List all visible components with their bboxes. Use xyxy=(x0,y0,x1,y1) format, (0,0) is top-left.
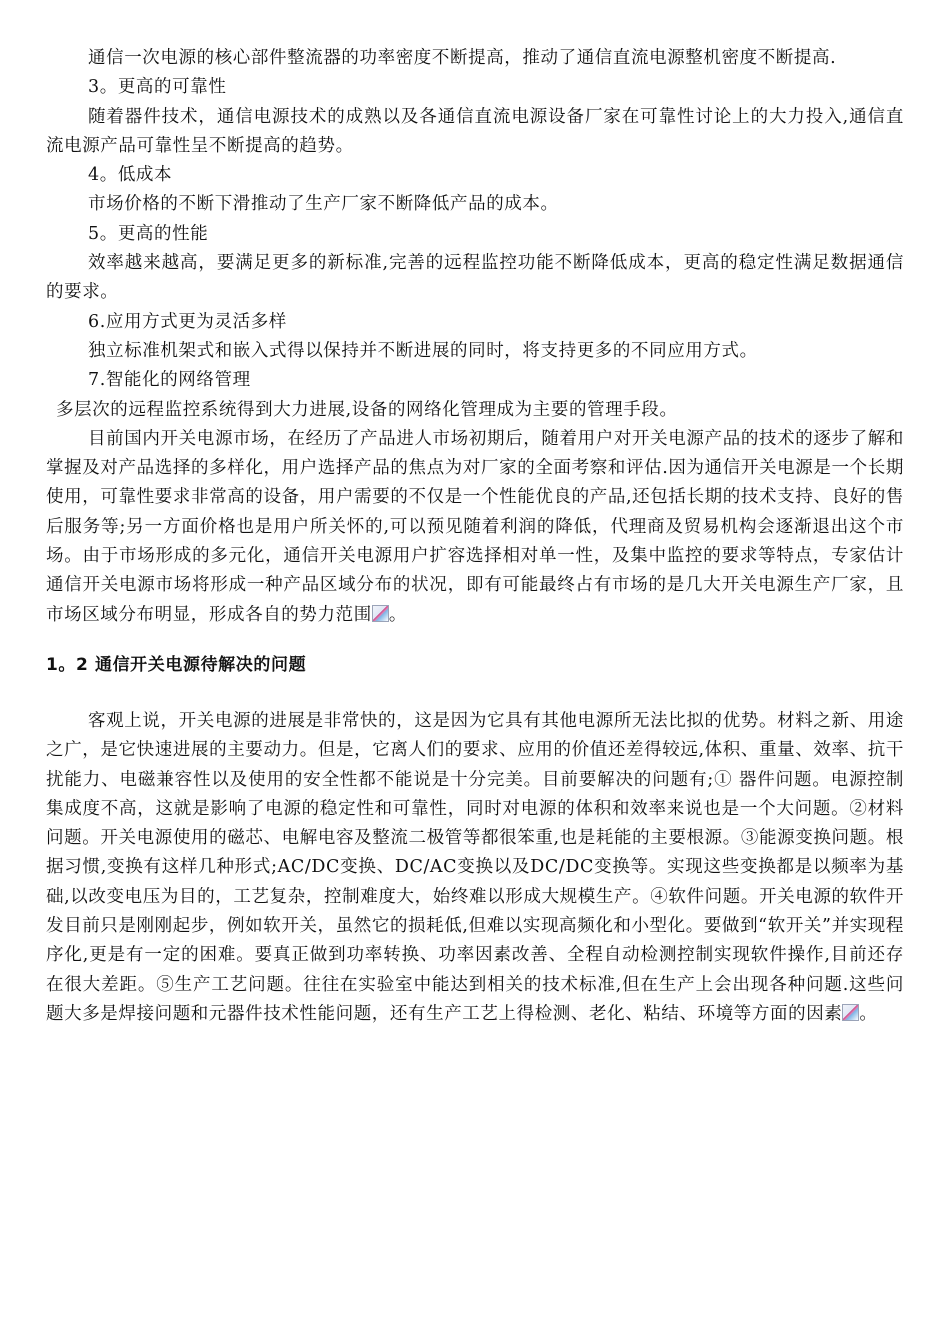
paragraph-problems xyxy=(46,707,904,1029)
section-heading: 1。2 通信开关电源待解决的问题 xyxy=(46,654,307,675)
paragraph-network-management: 多层次的远程监控系统得到大力进展,设备的网络化管理成为主要的管理手段。 xyxy=(56,399,678,420)
heading-application: 6.应用方式更为灵活多样 xyxy=(88,311,287,332)
heading-reliability: 3。更高的可靠性 xyxy=(88,77,227,98)
paragraph-problems-text: 客观上说，开关电源的进展是非常快的，这是因为它具有其他电源所无法比拟的优势。材料之新、用途之广，是它快速进展的主要动力。但是，它离人们的要求、应用的价值还差得较远,体积、重量、效率、抗干扰能力、电磁兼容性以及使用的安全性都不能说是十分完美。目前要解决的问题有;① 器件问题。电源控制集成度不高，这就是影响了电源的稳定性和可靠性，同时对电源的体积和效率来说也是一个大问题。②材料问题。开关电源使用的磁芯、电解电容及整流二极管等都很笨重,也是耗能的主要根源。③能源变换问题。根据习惯,变换有这样几种形式;AC/DC变换、DC/AC变换以及DC/DC变换等。实现这些变换都是以频率为基础,以改变电压为目的，工艺复杂，控制难度大，始终难以形成大规模生产。④软件问题。开关电源的软件开发目前只是刚刚起步，例如软开关，虽然它的损耗低,但难以实现高频化和小型化。要做到“软开关”并实现程序化,更是有一定的困难。要真正做到功率转换、功率因素改善、全程自动检测控制实现软件操作,目前还存在很大差距。⑤生产工艺问题。往往在实验室中能达到相关的技术标准,但在生产上会出现各种问题.这些问题大多是焊接问题和元器件技术性能问题，还有生产工艺上得检测、老化、粘结、环境等方面的因素 xyxy=(46,710,904,1024)
paragraph-application: 独立标准机架式和嵌入式得以保持并不断进展的同时，将支持更多的不同应用方式。 xyxy=(88,340,758,361)
broken-image-icon xyxy=(842,1004,859,1021)
paragraph-end-mark: 。 xyxy=(388,604,407,625)
document-page xyxy=(46,44,904,1029)
paragraph-market xyxy=(46,425,904,630)
paragraph-density: 通信一次电源的核心部件整流器的功率密度不断提高，推动了通信直流电源整机密度不断提高. xyxy=(88,48,837,68)
heading-network-management: 7.智能化的网络管理 xyxy=(88,370,251,391)
paragraph-market-text: 目前国内开关电源市场，在经历了产品进人市场初期后，随着用户对开关电源产品的技术的逐步了解和掌握及对产品选择的多样化，用户选择产品的焦点为对厂家的全面考察和评估.因为通信开关电源是一个长期使用，可靠性要求非常高的设备，用户需要的不仅是一个性能优良的产品,还包括长期的技术支持、良好的售后服务等;另一方面价格也是用户所关怀的,可以预见随着利润的降低，代理商及贸易机构会逐渐退出这个市场。由于市场形成的多元化，通信开关电源用户扩容选择相对单一性，及集中监控的要求等特点，专家估计通信开关电源市场将形成一种产品区域分布的状况，即有可能最终占有市场的是几大开关电源生产厂家，且市场区域分布明显，形成各自的势力范围 xyxy=(46,428,904,625)
paragraph-performance: 效率越来越高，要满足更多的新标准,完善的远程监控功能不断降低成本，更高的稳定性满足数据通信的要求。 xyxy=(46,253,904,303)
heading-low-cost: 4。低成本 xyxy=(88,165,173,186)
paragraph-end-mark: 。 xyxy=(859,1003,878,1024)
heading-performance: 5。更高的性能 xyxy=(88,223,209,244)
paragraph-reliability: 随着器件技术，通信电源技术的成熟以及各通信直流电源设备厂家在可靠性讨论上的大力投入,通信直流电源产品可靠性呈不断提高的趋势。 xyxy=(46,106,904,156)
broken-image-icon xyxy=(372,605,389,622)
paragraph-low-cost: 市场价格的不断下滑推动了生产厂家不断降低产品的成本。 xyxy=(88,194,559,215)
